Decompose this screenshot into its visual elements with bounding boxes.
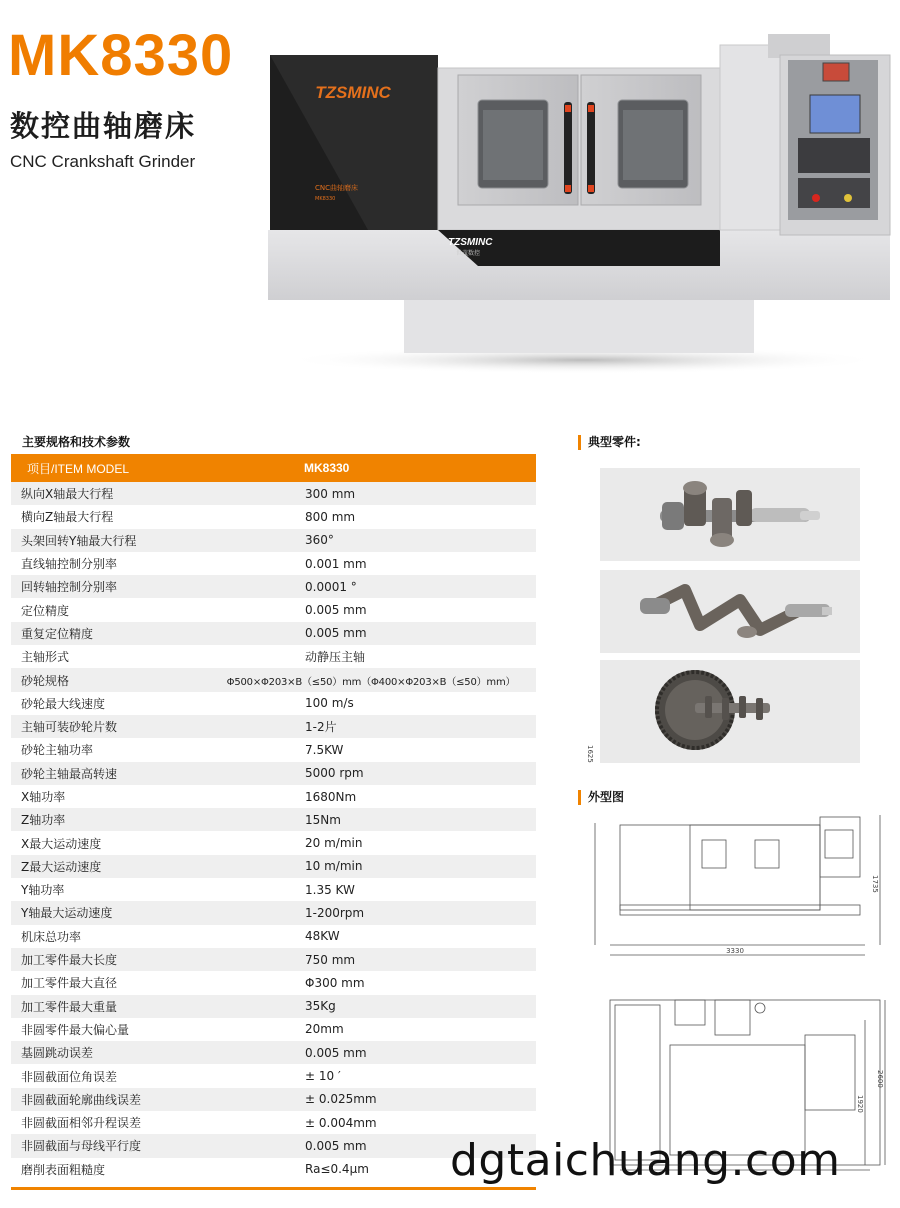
spec-header-row	[11, 454, 536, 482]
spec-item-value: 0.005 mm	[305, 603, 367, 618]
spec-item-value: 0.005 mm	[305, 626, 367, 641]
spec-item-label: Y轴功率	[21, 883, 65, 898]
spec-item-value: ± 0.004mm	[305, 1115, 377, 1130]
spec-item-value: 0.005 mm	[305, 1138, 367, 1153]
spec-row	[11, 622, 536, 645]
spec-row	[11, 505, 536, 528]
spec-row	[11, 762, 536, 785]
product-title-en: CNC Crankshaft Grinder	[10, 152, 196, 171]
machine-front-label: CNC曲轴磨床	[315, 184, 359, 192]
machine-bottom-sub: 世茂数控	[456, 250, 481, 257]
spec-item-label: 非圆截面轮廓曲线误差	[21, 1092, 142, 1107]
outline-dim-width: 3330	[726, 947, 744, 955]
spec-item-value: 5000 rpm	[305, 766, 364, 781]
outline-dim-height-right: 1735	[871, 875, 879, 893]
spec-item-value: 800 mm	[305, 509, 356, 524]
spec-item-value: 7.5KW	[305, 742, 344, 757]
spec-row	[11, 808, 536, 831]
spec-row	[11, 878, 536, 901]
spec-row	[11, 482, 536, 505]
spec-item-label: Z最大运动速度	[21, 859, 102, 874]
spec-heading: 主要规格和技术参数	[22, 435, 131, 449]
spec-row	[11, 1088, 536, 1111]
spec-item-value: 20 m/min	[305, 836, 363, 851]
spec-item-value: 10 m/min	[305, 859, 363, 874]
spec-item-value: 1-2片	[305, 720, 337, 735]
spec-item-label: Z轴功率	[21, 813, 66, 828]
spec-item-label: X轴功率	[21, 790, 66, 804]
spec-item-label: 纵向X轴最大行程	[21, 487, 114, 502]
spec-item-label: 直线轴控制分别率	[21, 557, 118, 572]
spec-item-value: 300 mm	[305, 486, 356, 501]
spec-item-value: ± 0.025mm	[305, 1092, 377, 1107]
parts-title: 典型零件:	[578, 435, 641, 450]
spec-row	[11, 692, 536, 715]
spec-table	[11, 454, 536, 1181]
spec-item-value: 35Kg	[305, 999, 336, 1014]
machine-front-sub: MK8330	[315, 196, 336, 202]
spec-item-label: 砂轮规格	[21, 673, 70, 688]
spec-row	[11, 552, 536, 575]
spec-row	[11, 668, 536, 691]
machine-logo: TZSMINC	[315, 83, 391, 102]
spec-item-label: 回转轴控制分别率	[21, 580, 118, 595]
spec-row	[11, 1111, 536, 1134]
spec-item-value: 750 mm	[305, 952, 356, 967]
spec-item-label: 横向Z轴最大行程	[21, 510, 114, 525]
spec-item-label: 主轴形式	[21, 650, 70, 665]
spec-item-label: X最大运动速度	[21, 836, 102, 851]
spec-row	[11, 529, 536, 552]
spec-header-item: 项目/ITEM MODEL	[27, 461, 130, 476]
spec-item-label: Y轴最大运动速度	[21, 906, 113, 921]
outline-title: 外型图	[578, 790, 624, 805]
spec-row	[11, 598, 536, 621]
spec-row	[11, 948, 536, 971]
spec-item-label: 砂轮主轴最高转速	[21, 766, 118, 781]
spec-item-value: ± 10 ′	[305, 1069, 341, 1084]
spec-item-label: 基圆跳动误差	[21, 1046, 94, 1061]
spec-item-label: 非圆截面与母线平行度	[21, 1139, 142, 1154]
spec-item-label: 主轴可装砂轮片数	[21, 720, 118, 735]
spec-item-label: 砂轮最大线速度	[21, 696, 106, 711]
spec-item-value: 动静压主轴	[305, 650, 366, 665]
site-watermark: dgtaichuang.com	[450, 1135, 841, 1186]
spec-item-value: 1680Nm	[305, 789, 357, 804]
spec-item-value: 1-200rpm	[305, 905, 365, 920]
spec-item-label: 砂轮主轴功率	[21, 743, 94, 758]
spec-row	[11, 1064, 536, 1087]
spec-item-value: Φ500×Φ203×B（≤50）mm（Φ400×Φ203×B（≤50）mm）	[226, 676, 516, 688]
spec-row	[11, 738, 536, 761]
spec-row	[11, 715, 536, 738]
spec-row	[11, 645, 536, 668]
outline-dim-depth-inner: 1920	[856, 1095, 864, 1113]
spec-item-label: 定位精度	[21, 603, 70, 618]
spec-row	[11, 855, 536, 878]
spec-item-value: 0.0001 °	[305, 579, 357, 594]
spec-item-value: 360°	[305, 533, 334, 548]
part-image-crankshaft-1	[600, 468, 860, 561]
spec-item-value: 0.001 mm	[305, 556, 367, 571]
spec-row	[11, 901, 536, 924]
spec-row	[11, 831, 536, 854]
spec-row	[11, 1041, 536, 1064]
part-image-crankshaft-2	[600, 570, 860, 653]
spec-header-model: MK8330	[304, 461, 350, 475]
spec-item-value: 48KW	[305, 929, 340, 944]
machine-image	[268, 30, 893, 375]
spec-item-label: 加工零件最大重量	[21, 999, 118, 1014]
spec-item-value: Φ300 mm	[305, 975, 365, 990]
spec-item-label: 磨削表面粗糙度	[21, 1162, 106, 1177]
outline-dim-height-left: 1625	[586, 745, 594, 763]
spec-item-label: 非圆截面相邻升程误差	[21, 1116, 142, 1131]
spec-item-value: 15Nm	[305, 812, 341, 827]
spec-row	[11, 925, 536, 948]
machine-bottom-logo: TZSMINC	[448, 237, 493, 248]
spec-row	[11, 995, 536, 1018]
spec-item-label: 重复定位精度	[21, 626, 94, 641]
spec-row	[11, 785, 536, 808]
spec-bottom-rule	[11, 1187, 536, 1190]
spec-item-label: 头架回转Y轴最大行程	[21, 533, 137, 548]
model-title: MK8330	[8, 23, 234, 88]
spec-item-value: Ra≤0.4μm	[305, 1162, 369, 1177]
spec-item-value: 100 m/s	[305, 696, 354, 711]
spec-item-label: 加工零件最大直径	[21, 976, 118, 991]
spec-item-label: 非圆截面位角误差	[21, 1069, 118, 1084]
product-title-cn: 数控曲轴磨床	[10, 109, 197, 143]
spec-row	[11, 1018, 536, 1041]
spec-item-value: 0.005 mm	[305, 1045, 367, 1060]
spec-item-label: 机床总功率	[21, 929, 82, 944]
spec-item-label: 非圆零件最大偏心量	[21, 1022, 130, 1037]
spec-row	[11, 575, 536, 598]
spec-item-label: 加工零件最大长度	[21, 953, 118, 968]
spec-item-value: 20mm	[305, 1022, 344, 1037]
part-image-camshaft	[600, 660, 860, 763]
spec-row	[11, 971, 536, 994]
spec-rows	[11, 482, 536, 1181]
outline-dim-depth-outer: 2600	[876, 1070, 884, 1088]
spec-item-value: 1.35 KW	[305, 882, 355, 897]
